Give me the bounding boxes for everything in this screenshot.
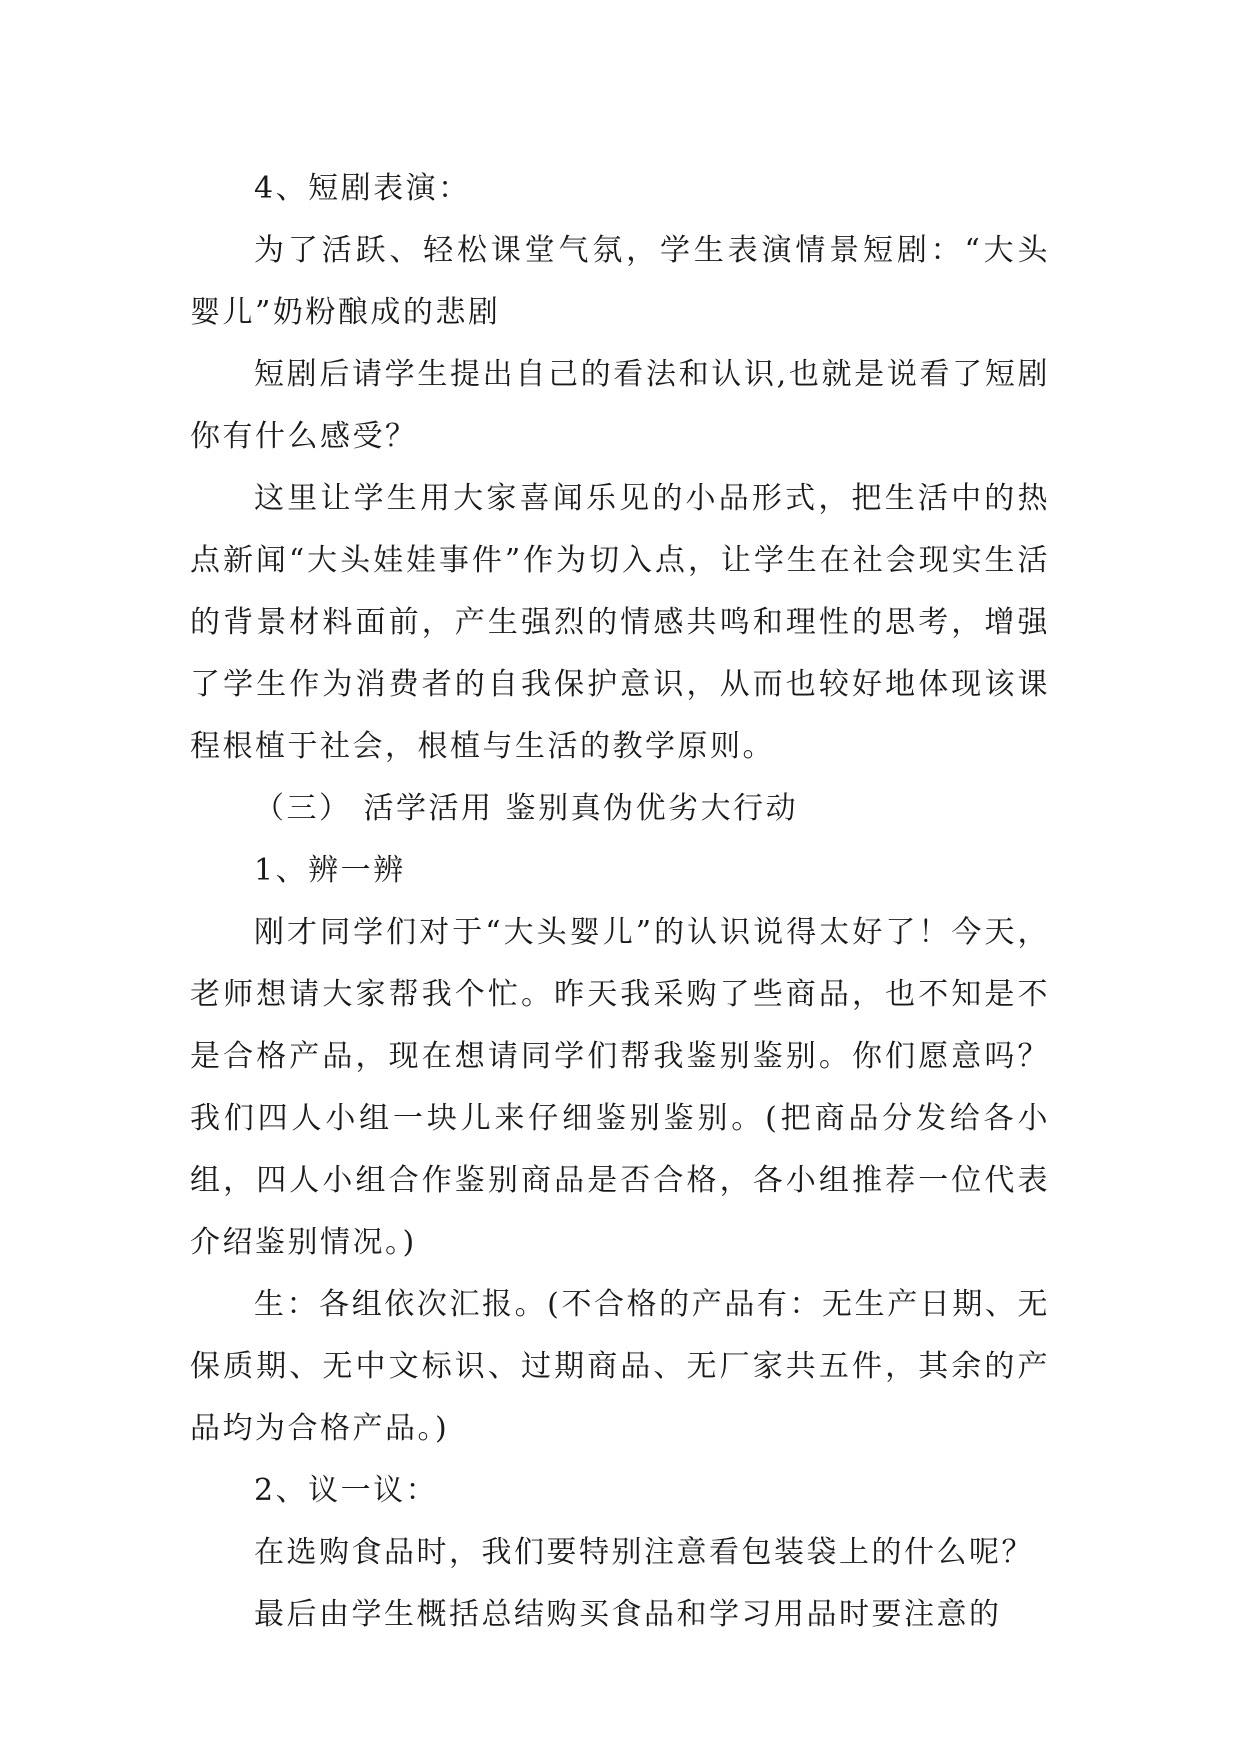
paragraph-skit-intro: 为了活跃、轻松课堂气氛，学生表演情景短剧：“大头婴儿”奶粉酿成的悲剧 bbox=[190, 233, 1050, 330]
paragraph-discuss-question: 在选购食品时，我们要特别注意看包装袋上的什么呢？ bbox=[254, 1535, 1034, 1570]
paragraph-student-report: 生：各组依次汇报。(不合格的产品有：无生产日期、无保质期、无中文标识、过期商品、无厂家共五件，其余的产品均为合格产品。) bbox=[190, 1287, 1050, 1446]
heading-skit-performance: 4、短剧表演： bbox=[254, 171, 471, 206]
heading-discuss: 2、议一议： bbox=[254, 1473, 439, 1508]
heading-identify: 1、辨一辨 bbox=[254, 853, 406, 888]
paragraph-skit-question: 短剧后请学生提出自己的看法和认识,也就是说看了短剧你有什么感受？ bbox=[190, 357, 1050, 454]
paragraph-skit-rationale: 这里让学生用大家喜闻乐见的小品形式，把生活中的热点新闻“大头娃娃事件”作为切入点，让学生在社会现实生活的背景材料面前，产生强烈的情感共鸣和理性的思考，增强了学生作为消费者的自我保护意识，从而也较好地体现该课程根植于社会，根植与生活的教学原则。 bbox=[190, 481, 1050, 764]
paragraph-summary: 最后由学生概括总结购买食品和学习用品时要注意的 bbox=[254, 1597, 1002, 1632]
paragraph-identify-task: 刚才同学们对于“大头婴儿”的认识说得太好了！今天，老师想请大家帮我个忙。昨天我采购了些商品，也不知是不是合格产品，现在想请同学们帮我鉴别鉴别。你们愿意吗？我们四人小组一块儿来仔细鉴别鉴别。(把商品分发给各小组，四人小组合作鉴别商品是否合格，各小组推荐一位代表介绍鉴别情况。) bbox=[190, 915, 1050, 1260]
document-body bbox=[190, 158, 1050, 1646]
section-heading-apply: （三） 活学活用 鉴别真伪优劣大行动 bbox=[254, 791, 799, 826]
